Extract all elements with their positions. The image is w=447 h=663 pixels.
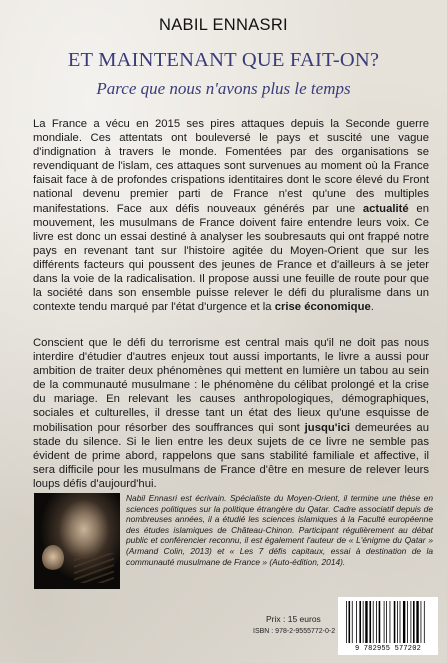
- paragraph-2-text-b: demeurées au stade du silence. Si le lien entre les deux sujets de ce livre ne semble pas évident de prime abord, rappelons que sans stabilité familiale et affective, il sera difficile pour les musulmans de France d'être en mesure de relever leurs loups défis d'aujourd'hui.: [33, 421, 429, 490]
- paragraph-1-text-a: La France a vécu en 2015 ses pires attaques depuis la Seconde guerre mondiale. Ces attentats ont bouleversé le pays et suscité une vague d'indignation à travers le monde. Fomentées par des organisations se revendiquant de l'islam, ces attaques sont survenues au moment où la France faisait face à de profondes crispations identitaires dont le score élevé du Front national devenu premier parti de France n'est qu'une des multiples manifestations. Face aux défis nouveaux générés par une: [33, 118, 429, 215]
- paragraph-2: [33, 336, 429, 491]
- author-bio: Nabil Ennasri est écrivain. Spécialiste du Moyen-Orient, il termine une thèse en sciences politiques sur la politique étrangère du Qatar. Cadre associatif depuis de nombreuses années, il a étudié les sciences islamiques à la Faculté européenne des études islamiques de Château-Chinon. Participant régulièrement au débat public et conférencier reconnu, il est également l'auteur de « L'énigme du Qatar » (Armand Colin, 2013) et « Les 7 défis capitaux, essai à destination de la communauté musulmane de France » (Auto-édition, 2014).: [126, 493, 433, 567]
- barcode-bar: [407, 601, 408, 643]
- barcode-bar: [373, 601, 374, 643]
- barcode: [338, 597, 438, 655]
- paragraph-1-bold-b: crise économique: [274, 301, 371, 314]
- barcode-bar: [403, 601, 405, 643]
- barcode-bar: [390, 601, 391, 643]
- author-photo-detail: [74, 553, 114, 583]
- barcode-bar: [413, 601, 415, 643]
- barcode-bar: [411, 601, 412, 643]
- barcode-bar: [346, 601, 347, 643]
- paragraph-2-text-a: Conscient que le défi du terrorisme est central mais qu'il ne doit pas nous interdire d'étudier d'autres enjeux tout aussi importants, le livre a aussi pour ambition de traiter deux phénomènes qui mettent en lumière un tabou au sein de la communauté musulmane : le phénomène du célibat prolongé et la crise du mariage. En relevant les causes anthropologiques, démographiques, sociales et culturelles, il dresse tant un état des lieux qu'une esquisse de mobilisation pour résorber des souffrances qui sont: [33, 337, 429, 434]
- author-photo-hand: [42, 545, 64, 571]
- barcode-bar: [400, 601, 401, 643]
- author-photo: [34, 493, 120, 589]
- barcode-bar: [424, 601, 425, 643]
- paragraph-1-text-b: en mouvement, les musulmans de France doivent faire entendre leurs voix. Ce livre est donc un essai destiné à analyser les soubresauts qui ont frappé notre pays en revenant tant sur l'histoire agitée du Moyen-Orient que sur les différents facteurs qui poussent des jeunes de France et d'ailleurs à se jeter dans la voie de la radicalisation. Il propose aussi une feuille de route pour que la société dans son ensemble puisse relever le défi du pluralisme dans un contexte tendu marqué par l'état d'urgence et la: [33, 202, 429, 314]
- barcode-bar: [363, 601, 364, 643]
- barcode-bar: [352, 601, 353, 643]
- author-name: NABIL ENNASRI: [159, 16, 288, 34]
- barcode-bar: [397, 601, 398, 643]
- paragraph-1: [33, 117, 429, 314]
- book-subtitle: Parce que nous n'avons plus le temps: [96, 79, 351, 98]
- barcode-bar: [386, 601, 387, 643]
- barcode-bar: [359, 601, 361, 643]
- barcode-bar: [421, 601, 422, 643]
- barcode-bar: [394, 601, 396, 643]
- paragraph-1-text-c: .: [370, 301, 374, 314]
- barcode-bar: [376, 601, 377, 643]
- barcode-bar: [416, 601, 418, 643]
- barcode-bar: [379, 601, 381, 643]
- price-label: Prix : 15 euros: [266, 614, 321, 624]
- barcode-bars: [344, 601, 432, 645]
- isbn-label: ISBN : 978-2-9555772-0-2: [253, 628, 336, 635]
- barcode-bar: [349, 601, 351, 643]
- book-title: ET MAINTENANT QUE FAIT-ON?: [67, 49, 380, 71]
- barcode-bar: [384, 601, 385, 643]
- barcode-bar: [365, 601, 367, 643]
- barcode-bar: [356, 601, 357, 643]
- barcode-bar: [369, 601, 371, 643]
- barcode-number: 9 782955 577202: [354, 645, 421, 653]
- paragraph-2-bold-a: jusqu'ici: [304, 421, 351, 434]
- paragraph-1-bold-a: actualité: [362, 202, 409, 215]
